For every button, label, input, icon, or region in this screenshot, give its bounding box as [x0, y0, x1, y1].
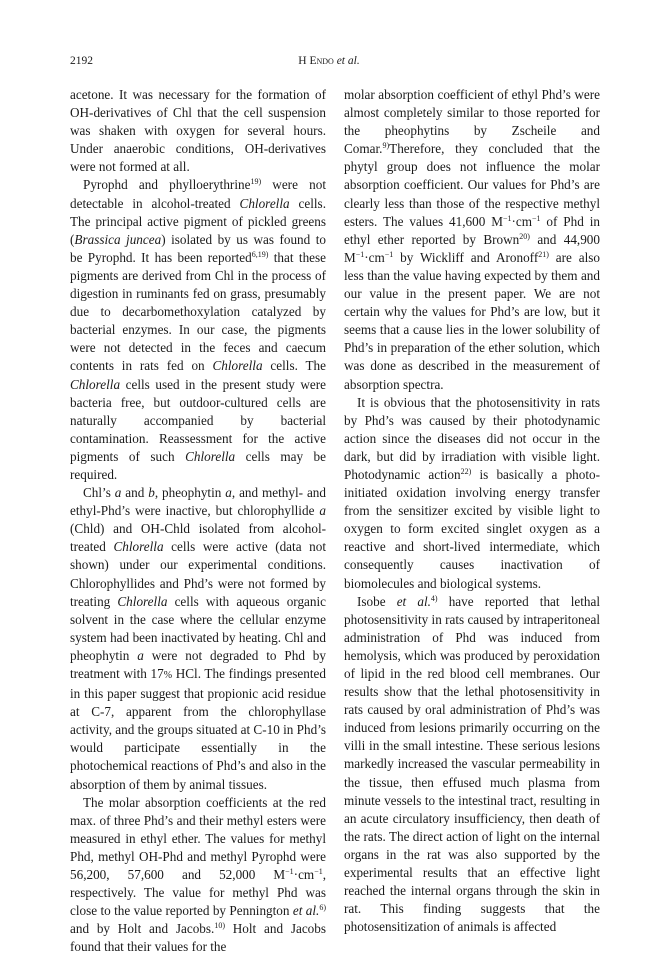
paragraph-right-3: Isobe et al.$^{4)}$ have reported that lethal photosensitivity in rats caused by intraperitoneal administration of Phd was induced from hemolysis, which was produced by peroxidation of lipid in the red blood cell membranes. Our results show that the lethal photosensitivity in rats caused by oral administration of Phd’s was induced from lesions primarily occurring on the villi in the small intestine. These serious lesions markedly increased the vascular permeability in the tissue, then effused much plasma from minute vessels to the intestinal tract, resulting in an acute circulatory insufficiency, then death of the rats. The direct action of light on the internal organs in the rat was also supported by the experimental results that an effective light reached the internal organs through the skin in rat. This finding suggests that the photosensitization of animals is affected: [344, 593, 600, 935]
paragraph-right-1: molar absorption coefficient of ethyl Phd’s were almost completely similar to those reported for the pheophytins by Zscheile and Comar.$^{9)}$Therefore, they concluded that the phytyl group does not influence the molar absorption coefficient. Our values for Phd’s are clearly less than those of the respective methyl esters. The values 41,600 $M^{-1}\cdot cm^{-1}$ of Phd in ethyl ether reported by Brown$^{20)}$ and 44,900 $M^{-1}\cdot cm^{-1}$ by Wickliff and Aronoff$^{21)}$ are also less than the value having expected by them and our value in the present paper. We are not certain why the values for Phd’s are low, but it seems that a cause lies in the lower solubility of Phd’s in preparation of the ether solution, which was done as described in the measurement of absorption spectra.: [344, 87, 600, 392]
left-column: [70, 86, 326, 957]
page-number: 2192: [70, 55, 93, 67]
author-name: H Endo: [298, 55, 334, 67]
right-column: [344, 86, 600, 936]
et-al: et al.: [336, 55, 360, 67]
paragraph-left-4: The molar absorption coefficients at the red max. of three Phd’s and their methyl esters were measured in ethyl ether. The values for methyl Phd, methyl OH-Phd and methyl Pyrophd were 56,200, 57,600 and 52,000 $M^{-1}\cdot cm^{-1}$, respectively. The value for methyl Phd was close to the value reported by Pennington et al.$^{6)}$ and by Holt and Jacobs.$^{10)}$ Holt and Jacobs found that their values for the: [70, 794, 326, 955]
running-header: [70, 55, 588, 71]
paragraph-right-2: It is obvious that the photosensitivity in rats by Phd’s was caused by their photodynamic action since the diseases did not occur in the dark, but did by irradiation with visible light. Photodynamic action$^{22)}$ is basically a photo-initiated oxidation involving energy transfer from the sensitizer excited by visible light to oxygen to form excited singlet oxygen as a reactive and short-lived intermediate, which consequently causes inactivation of biomolecules and biological systems.: [344, 394, 600, 591]
paragraph-left-3: Chl’s a and b, pheophytin a, and methyl- and ethyl-Phd’s were inactive, but chlorophyllide a (Chld) and OH-Chld isolated from alcohol-treated Chlorella cells were active (data not shown) under our experimental conditions. Chlorophyllides and Phd’s were not formed by treating Chlorella cells with aqueous organic solvent in the case where the cellular enzyme system had been inactivated by heating. Chl and pheophytin a were not degraded to Phd by treatment with 17% HCl. The findings presented in this paper suggest that propionic acid residue at C-7, apparent from the chlorophyllase activity, and the groups situated at C-10 in Phd’s would participate essentially in the photochemical reactions of Phd’s and also in the absorption of them by animal tissues.: [70, 485, 326, 792]
running-title: [70, 55, 588, 67]
paragraph-left-2: Pyrophd and phylloerythrine$^{19)}$ were not detectable in alcohol-treated Chlorella cells. The principal active pigment of pickled greens (Brassica juncea) isolated by us was found to be Pyrophd. It has been reported$^{6,19)}$ that these pigments are derived from Chl in the process of digestion in ruminants fed on grass, presumably due to decarbomethoxylation catalyzed by bacterial enzymes. In our case, the pigments were not detected in the feces and caecum contents in rats fed on Chlorella cells. The Chlorella cells used in the present study were bacteria free, but outdoor-cultured cells are naturally accompanied by bacterial contamination. Reassessment for the active pigments of such Chlorella cells may be required.: [70, 177, 327, 482]
paragraph-left-1: acetone. It was necessary for the formation of OH-derivatives of Chl that the cell suspension was shaken with oxygen for several hours. Under anaerobic conditions, OH-derivatives were not formed at all.: [70, 87, 326, 175]
